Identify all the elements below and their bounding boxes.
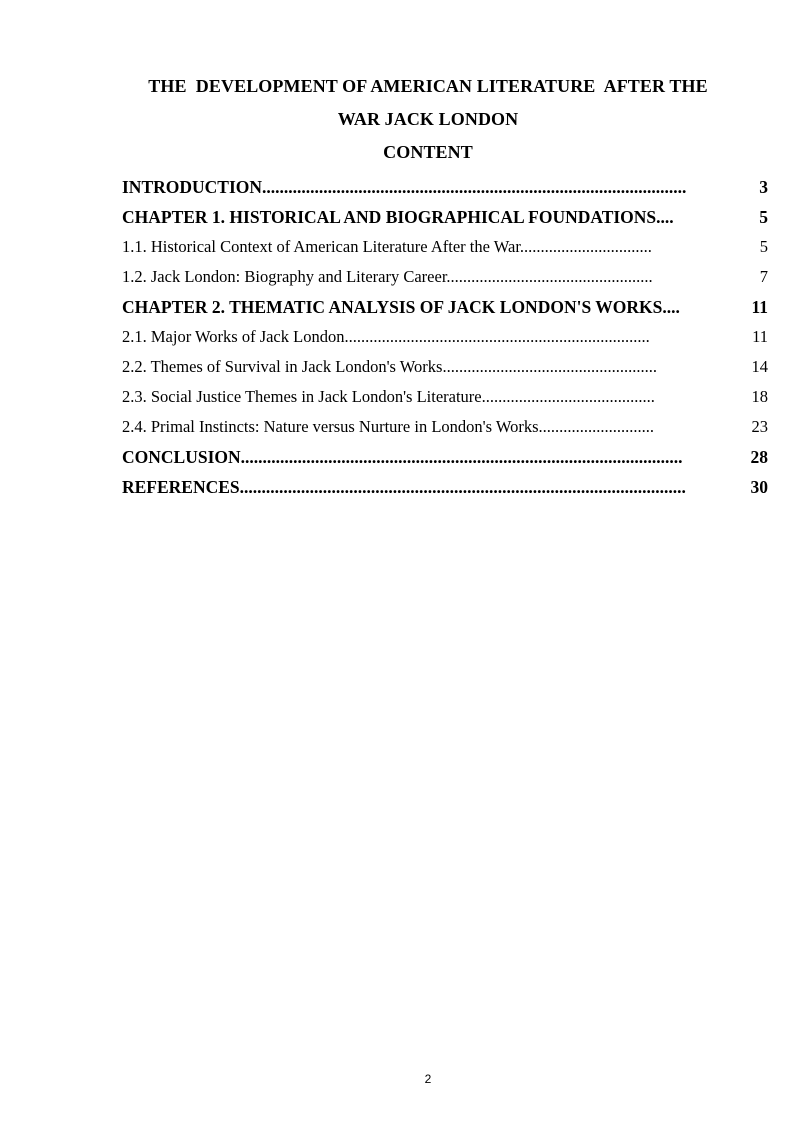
toc-entry[interactable]	[122, 352, 770, 382]
toc-entry[interactable]	[122, 262, 770, 292]
toc-entry[interactable]	[122, 202, 770, 232]
toc-entry-label: 2.4. Primal Instincts: Nature versus Nurture in London's Works............................	[122, 417, 655, 436]
toc-entry-page: 5	[759, 207, 768, 227]
toc-entry[interactable]	[122, 472, 770, 502]
document-title-line-2: WAR JACK LONDON	[337, 109, 519, 129]
toc-entry-label: INTRODUCTION.................................................................................................	[122, 177, 687, 197]
toc-entry-label: CHAPTER 1. HISTORICAL AND BIOGRAPHICAL FOUNDATIONS....	[122, 207, 674, 227]
toc-entry-label: 2.3. Social Justice Themes in Jack London's Literature..........................................	[122, 387, 655, 406]
toc-entry[interactable]	[122, 412, 770, 442]
toc-entry-page: 11	[752, 327, 768, 346]
toc-entry-label: REFERENCES......................................................................................................	[122, 477, 686, 497]
content-heading: CONTENT	[383, 142, 473, 162]
toc-entry-page: 7	[759, 267, 768, 286]
toc-entry-page: 14	[751, 357, 768, 376]
toc-entry[interactable]	[122, 292, 770, 322]
toc-entry-label: 1.2. Jack London: Biography and Literary Career..................................................	[122, 267, 653, 286]
toc-entry[interactable]	[122, 382, 770, 412]
toc-entry-label: CONCLUSION.....................................................................................................	[122, 447, 683, 467]
toc-entry[interactable]	[122, 322, 770, 352]
page-number: 2	[424, 1072, 432, 1086]
toc-entry-page: 5	[759, 237, 768, 256]
toc-entry[interactable]	[122, 232, 770, 262]
toc-entry-label: 1.1. Historical Context of American Literature After the War................................	[122, 237, 652, 256]
toc-entry-page: 28	[750, 447, 768, 467]
toc-entry[interactable]	[122, 172, 770, 202]
toc-entry-page: 3	[759, 177, 768, 197]
document-title-line-1: THE DEVELOPMENT OF AMERICAN LITERATURE AFTER THE	[148, 76, 708, 96]
toc-entry-page: 18	[751, 387, 768, 406]
toc-entry-page: 30	[750, 477, 768, 497]
toc-entry-label: CHAPTER 2. THEMATIC ANALYSIS OF JACK LONDON'S WORKS....	[122, 297, 680, 317]
toc-entry-label: 2.2. Themes of Survival in Jack London's Works....................................................	[122, 357, 657, 376]
toc-entry-page: 11	[751, 297, 768, 317]
toc-entry-page: 23	[751, 417, 768, 436]
table-of-contents	[122, 172, 770, 502]
toc-entry-label: 2.1. Major Works of Jack London..........................................................................	[122, 327, 650, 346]
toc-entry[interactable]	[122, 442, 770, 472]
